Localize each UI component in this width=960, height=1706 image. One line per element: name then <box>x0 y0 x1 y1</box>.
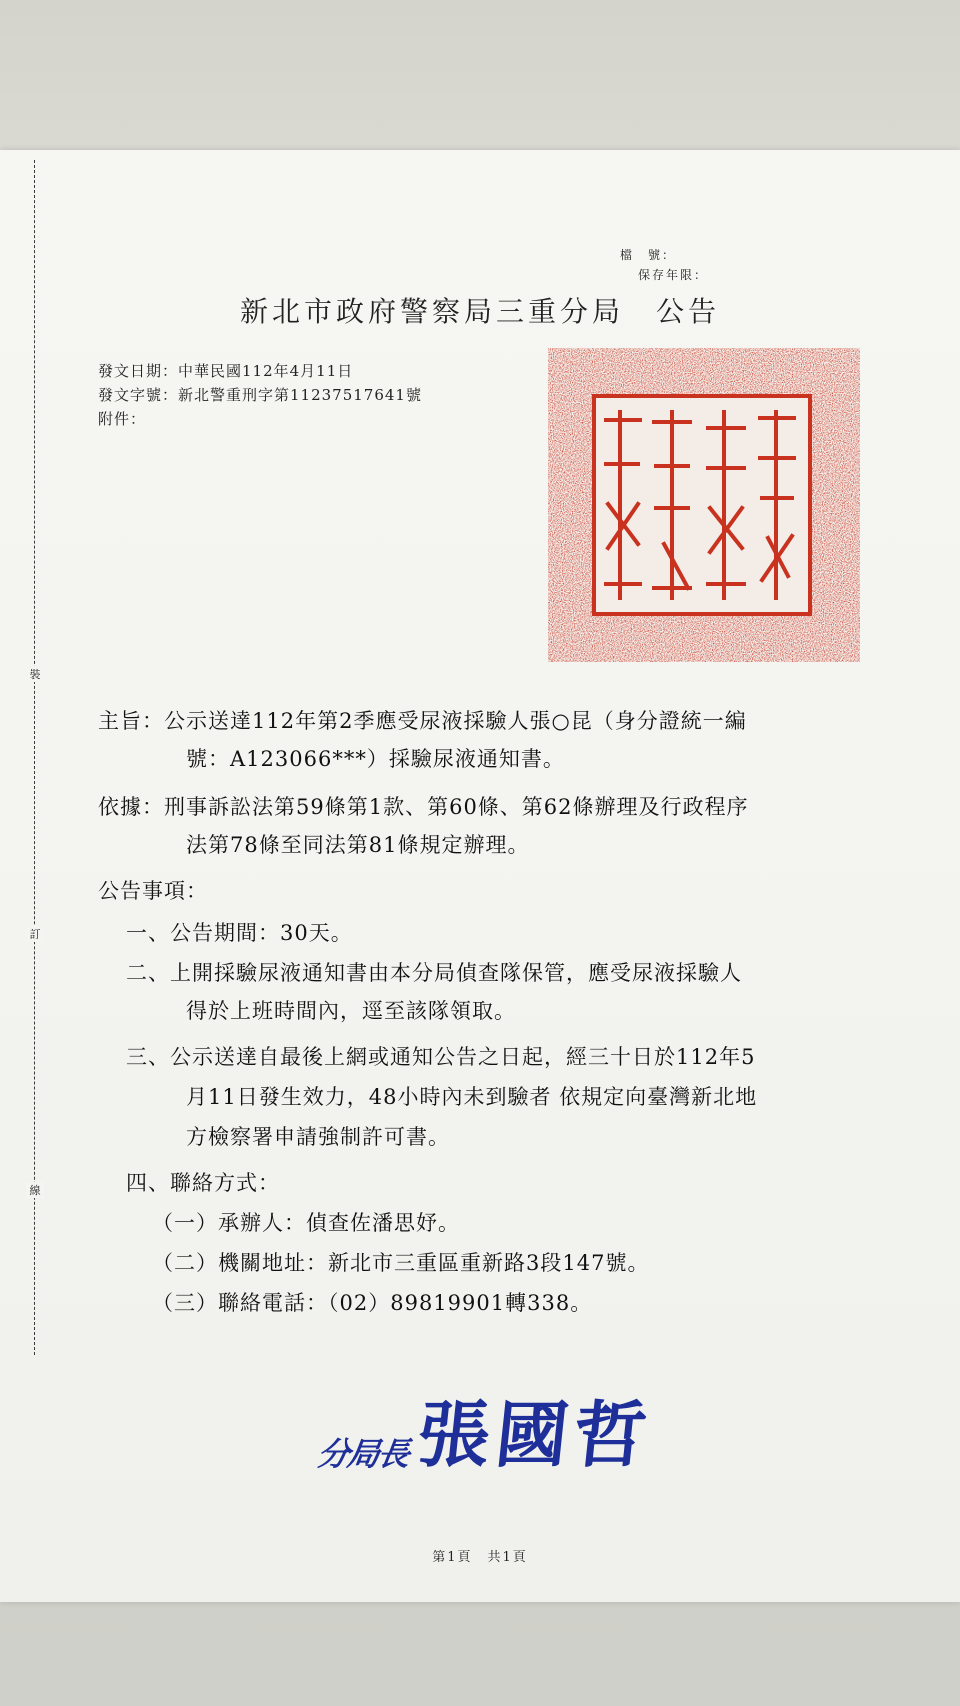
issue-date: 發文日期：中華民國112年4月11日 <box>98 362 354 380</box>
item-1: 一、公告期間：30天。 <box>126 921 353 945</box>
binding-char-zhuang: 裝 <box>26 666 44 682</box>
binding-line <box>34 160 35 1355</box>
subject-line-2: 號：A123066***）採驗尿液通知書。 <box>186 747 565 771</box>
file-number-label: 檔 號： <box>620 248 677 262</box>
contact-phone: （三）聯絡電話：（02）89819901轉338。 <box>152 1291 593 1315</box>
signature-stamp <box>315 1365 657 1477</box>
contact-address: （二）機關地址：新北市三重區重新路3段147號。 <box>152 1251 650 1275</box>
document-number: 發文字號：新北警重刑字第11237517641號 <box>98 386 422 404</box>
subject-line-1: 主旨：公示送達112年第2季應受尿液採驗人張○昆（身分證統一編 <box>98 709 747 733</box>
signature-name: 張國哲 <box>413 1392 657 1477</box>
items-heading: 公告事項： <box>98 879 208 903</box>
signature-title: 分局長 <box>315 1435 411 1473</box>
item-3-line-2: 月11日發生效力，48小時內未到驗者 依規定向臺灣新北地 <box>186 1085 758 1109</box>
official-seal <box>548 348 860 662</box>
basis-line-2: 法第78條至同法第81條規定辦理。 <box>186 833 530 857</box>
item-2-line-1: 二、上開採驗尿液通知書由本分局偵查隊保管，應受尿液採驗人 <box>126 961 742 985</box>
basis-line-1: 依據：刑事訴訟法第59條第1款、第60條、第62條辦理及行政程序 <box>98 795 749 819</box>
attachment-label: 附件： <box>98 410 147 428</box>
binding-char-xian: 線 <box>26 1182 44 1198</box>
item-4: 四、聯絡方式： <box>126 1171 280 1195</box>
page-number: 第1頁 共1頁 <box>432 1550 528 1565</box>
contact-person: （一）承辦人：偵查佐潘思妤。 <box>152 1211 460 1235</box>
retention-period-label: 保存年限： <box>638 268 709 282</box>
item-2-line-2: 得於上班時間內，逕至該隊領取。 <box>186 999 516 1023</box>
binding-char-ding: 訂 <box>26 926 44 942</box>
item-3-line-3: 方檢察署申請強制許可書。 <box>186 1125 450 1149</box>
page-title: 新北市政府警察局三重分局 公告 <box>239 295 720 328</box>
item-3-line-1: 三、公示送達自最後上網或通知公告之日起，經三十日於112年5 <box>126 1045 756 1069</box>
